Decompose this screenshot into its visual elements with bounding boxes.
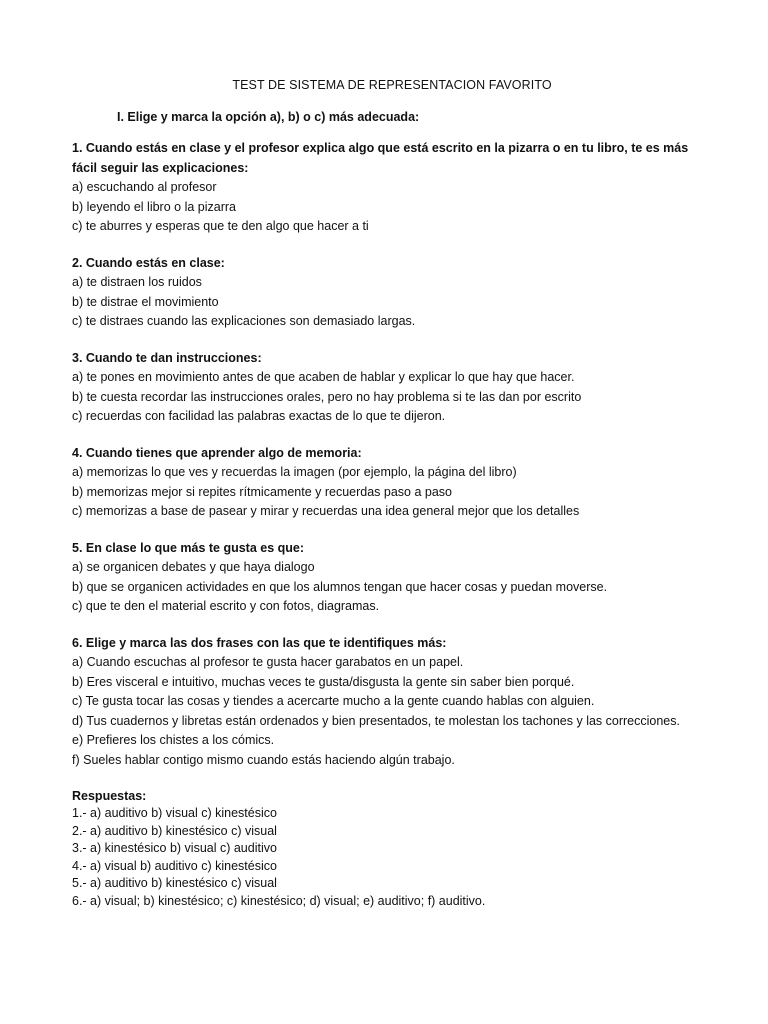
option-a: a) se organicen debates y que haya dialogo bbox=[72, 560, 315, 574]
answer-line: 1.- a) auditivo b) visual c) kinestésico bbox=[72, 806, 277, 820]
option-b: b) que se organicen actividades en que los alumnos tengan que hacer cosas y puedan moverse. bbox=[72, 579, 608, 594]
option-a: a) Cuando escuchas al profesor te gusta hacer garabatos en un papel. bbox=[72, 655, 464, 669]
question-6 bbox=[72, 634, 712, 771]
question-text: 4. Cuando tienes que aprender algo de memoria: bbox=[72, 445, 362, 460]
answer-line: 6.- a) visual; b) kinestésico; c) kinestésico; d) visual; e) auditivo; f) auditivo. bbox=[72, 893, 486, 908]
option-b: b) te cuesta recordar las instrucciones orales, pero no hay problema si te las dan por escrito bbox=[72, 389, 582, 404]
question-text: 3. Cuando te dan instrucciones: bbox=[72, 350, 262, 365]
answer-line: 4.- a) visual b) auditivo c) kinestésico bbox=[72, 858, 277, 873]
option-b: b) te distrae el movimiento bbox=[72, 294, 219, 309]
question-3 bbox=[72, 349, 712, 427]
option-a: a) te distraen los ruidos bbox=[72, 275, 202, 289]
option-b: b) leyendo el libro o la pizarra bbox=[72, 199, 236, 214]
option-c: c) recuerdas con facilidad las palabras exactas de lo que te dijeron. bbox=[72, 409, 446, 423]
question-text: 6. Elige y marca las dos frases con las que te identifiques más: bbox=[72, 635, 447, 650]
option-e: e) Prefieres los chistes a los cómics. bbox=[72, 733, 275, 747]
question-text: 1. Cuando estás en clase y el profesor explica algo que está escrito en la pizarra o en tu libro, te es más fácil seguir las explicaciones: bbox=[72, 141, 689, 175]
option-f: f) Sueles hablar contigo mismo cuando estás haciendo algún trabajo. bbox=[72, 752, 455, 767]
option-c: c) Te gusta tocar las cosas y tiendes a acercarte mucho a la gente cuando hablas con alguien. bbox=[72, 694, 595, 708]
option-b: b) memorizas mejor si repites rítmicamente y recuerdas paso a paso bbox=[72, 484, 453, 499]
question-2 bbox=[72, 254, 712, 332]
question-5 bbox=[72, 539, 712, 617]
answers-title: Respuestas: bbox=[72, 789, 147, 803]
question-1 bbox=[72, 139, 712, 237]
answers-section bbox=[72, 787, 712, 910]
option-d: d) Tus cuadernos y libretas están ordenados y bien presentados, te molestan los tachones y las correcciones. bbox=[72, 713, 680, 728]
answer-line: 3.- a) kinestésico b) visual c) auditivo bbox=[72, 841, 277, 855]
option-a: a) te pones en movimiento antes de que acaben de hablar y explicar lo que hay que hacer. bbox=[72, 370, 575, 384]
option-a: a) memorizas lo que ves y recuerdas la imagen (por ejemplo, la página del libro) bbox=[72, 465, 517, 479]
instruction-text: I. Elige y marca la opción a), b) o c) más adecuada: bbox=[117, 109, 420, 124]
document-title: TEST DE SISTEMA DE REPRESENTACION FAVORITO bbox=[232, 78, 552, 92]
document-page bbox=[72, 76, 712, 910]
option-b: b) Eres visceral e intuitivo, muchas veces te gusta/disgusta la gente sin saber bien porqué. bbox=[72, 674, 575, 689]
option-c: c) memorizas a base de pasear y mirar y recuerdas una idea general mejor que los detalles bbox=[72, 504, 580, 518]
answer-line: 2.- a) auditivo b) kinestésico c) visual bbox=[72, 823, 277, 838]
option-c: c) te distraes cuando las explicaciones son demasiado largas. bbox=[72, 314, 416, 328]
answer-line: 5.- a) auditivo b) kinestésico c) visual bbox=[72, 876, 277, 890]
question-4 bbox=[72, 444, 712, 522]
option-c: c) que te den el material escrito y con fotos, diagramas. bbox=[72, 599, 380, 613]
question-text: 2. Cuando estás en clase: bbox=[72, 255, 225, 270]
question-text: 5. En clase lo que más te gusta es que: bbox=[72, 540, 305, 555]
option-c: c) te aburres y esperas que te den algo que hacer a ti bbox=[72, 219, 369, 233]
option-a: a) escuchando al profesor bbox=[72, 180, 217, 194]
